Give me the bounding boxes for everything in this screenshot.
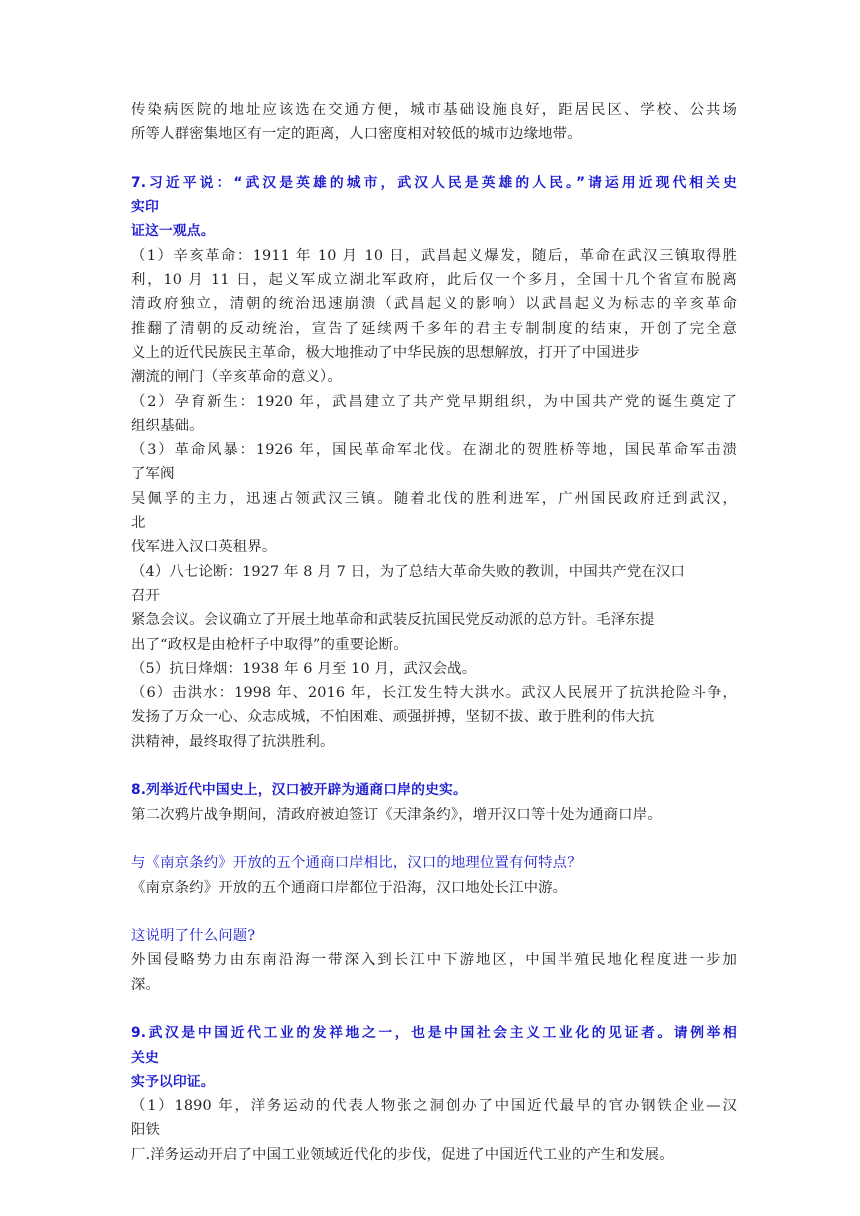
text-line: 深。 bbox=[131, 976, 161, 993]
question-heading: 7.习近平说：“武汉是英雄的城市，武汉人民是英雄的人民。”请运用近现代相关史 bbox=[131, 174, 737, 191]
question-heading: 实予以印证。 bbox=[131, 1073, 215, 1090]
spacer bbox=[131, 754, 737, 778]
text-line: 传染病医院的地址应该选在交通方便，城市基础设施良好，距居民区、学校、公共场 bbox=[131, 102, 737, 118]
text-line: （4）八七论断：1927 年 8 月 7 日，为了总结大革命失败的教训，中国共产党在汉口 bbox=[131, 563, 686, 580]
question-8-sub-2 bbox=[131, 924, 737, 997]
text-line: 推翻了清朝的反动统治，宣告了延续两千多年的君主专制制度的结束，开创了完全意 bbox=[131, 320, 737, 337]
text-line: （2）孕育新生：1920 年，武昌建立了共产党早期组织，为中国共产党的诞生奠定了 bbox=[131, 393, 737, 410]
text-line: 第二次鸦片战争期间，清政府被迫签订《天津条约》，增开汉口等十处为通商口岸。 bbox=[131, 806, 662, 823]
spacer bbox=[131, 997, 737, 1021]
text-line: 出了“政权是由枪杆子中取得”的重要论断。 bbox=[131, 636, 408, 653]
spacer bbox=[131, 900, 737, 924]
text-line: 利，10 月 11 日，起义军成立湖北军政府，此后仅一个多月，全国十几个省宣布脱离 bbox=[131, 272, 737, 289]
question-heading: 实印 bbox=[131, 199, 159, 216]
question-9 bbox=[131, 1021, 737, 1094]
text-line: 潮流的闸门（辛亥革命的意义）。 bbox=[131, 369, 342, 386]
answer-9 bbox=[131, 1094, 737, 1167]
text-line: 伐军进入汉口英租界。 bbox=[131, 539, 277, 556]
text-line: 北 bbox=[131, 515, 146, 532]
document-page bbox=[131, 98, 737, 1167]
text-line: （1）辛亥革命：1911 年 10 月 10 日，武昌起义爆发，随后，革命在武汉三镇取得胜 bbox=[131, 247, 737, 264]
text-line: （6）击洪水：1998 年、2016 年，长江发生特大洪水。武汉人民展开了抗洪抢险斗争， bbox=[131, 685, 737, 702]
text-line: （5）抗日烽烟：1938 年 6 月至 10 月，武汉会战。 bbox=[131, 660, 477, 677]
question-heading: 8.列举近代中国史上，汉口被开辟为通商口岸的史实。 bbox=[131, 782, 467, 799]
answer-7 bbox=[131, 244, 737, 754]
question-7 bbox=[131, 171, 737, 244]
text-line: 了军阀 bbox=[131, 466, 175, 483]
text-line: 紧急会议。会议确立了开展土地革命和武装反抗国民党反动派的总方针。毛泽东提 bbox=[131, 612, 655, 629]
question-8 bbox=[131, 778, 737, 827]
question-heading: 证这一观点。 bbox=[131, 223, 215, 240]
text-line: 义上的近代民族民主革命，极大地推动了中华民族的思想解放，打开了中国进步 bbox=[131, 344, 640, 361]
question-8-sub-1 bbox=[131, 851, 737, 900]
text-line: （1）1890 年，洋务运动的代表人物张之洞创办了中国近代最早的官办钢铁企业—汉 bbox=[131, 1098, 737, 1115]
intro-paragraph bbox=[131, 98, 737, 147]
text-line: 洪精神，最终取得了抗洪胜利。 bbox=[131, 733, 335, 750]
question-heading: 9.武汉是中国近代工业的发祥地之一，也是中国社会主义工业化的见证者。请例举相 bbox=[131, 1025, 737, 1042]
sub-question: 与《南京条约》开放的五个通商口岸相比，汉口的地理位置有何特点？ bbox=[131, 855, 582, 872]
text-line: 发扬了万众一心、众志成城，不怕困难、顽强拼搏，坚韧不拔、敢于胜利的伟大抗 bbox=[131, 709, 655, 726]
text-line: 阳铁 bbox=[131, 1122, 161, 1139]
text-line: 所等人群密集地区有一定的距离，人口密度相对较低的城市边缘地带。 bbox=[131, 126, 582, 143]
text-line: 召开 bbox=[131, 587, 161, 604]
sub-question: 这说明了什么问题? bbox=[131, 928, 256, 945]
text-line: 《南京条约》开放的五个通商口岸都位于沿海，汉口地处长江中游。 bbox=[131, 879, 568, 896]
text-line: 清政府独立，清朝的统治迅速崩溃（武昌起义的影响）以武昌起义为标志的辛亥革命 bbox=[131, 296, 737, 313]
text-line: 吴佩孚的主力，迅速占领武汉三镇。随着北伐的胜利进军，广州国民政府迁到武汉， bbox=[131, 490, 737, 507]
spacer bbox=[131, 147, 737, 171]
question-heading: 关史 bbox=[131, 1049, 159, 1066]
text-line: 外国侵略势力由东南沿海一带深入到长江中下游地区，中国半殖民地化程度进一步加 bbox=[131, 952, 737, 969]
text-line: 组织基础。 bbox=[131, 417, 204, 434]
text-line: 厂.洋务运动开启了中国工业领域近代化的步伐，促进了中国近代工业的产生和发展。 bbox=[131, 1146, 674, 1163]
text-line: （3）革命风暴：1926 年，国民革命军北伐。在湖北的贺胜桥等地，国民革命军击溃 bbox=[131, 442, 737, 459]
spacer bbox=[131, 827, 737, 851]
